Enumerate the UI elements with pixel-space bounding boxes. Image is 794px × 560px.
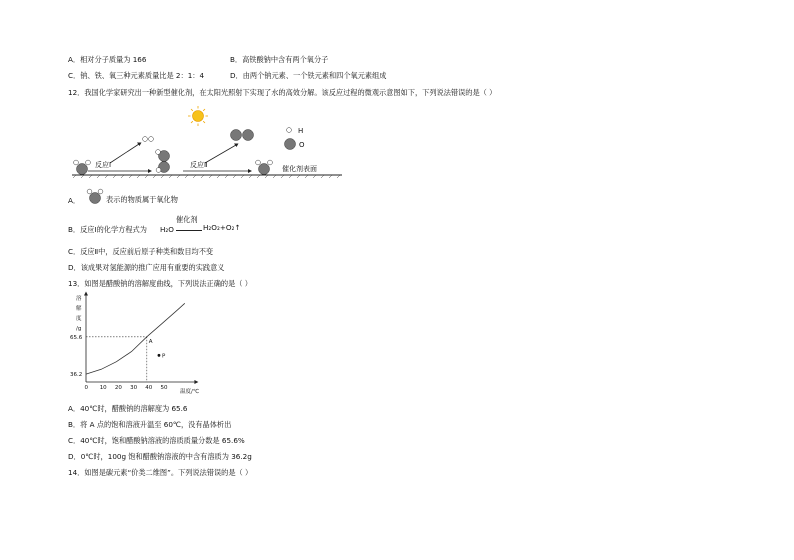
q11-option-b: B．高铁酸钠中含有两个氧分子 bbox=[230, 55, 329, 64]
reaction1-label: 反应Ⅰ bbox=[95, 161, 112, 169]
y-tick-label: 36.2 bbox=[70, 372, 83, 379]
q12-option-a-text: 表示的物质属于氧化物 bbox=[106, 195, 178, 204]
legend-o-label: O bbox=[299, 141, 305, 149]
q11-option-d: D．由两个钠元素、一个铁元素和四个氧元素组成 bbox=[230, 71, 387, 80]
x-axis-arrow bbox=[194, 380, 198, 384]
q12-option-b-prefix: B．反应Ⅰ的化学方程式为 bbox=[68, 225, 147, 234]
x-tick-label: 20 bbox=[114, 385, 122, 391]
legend-h-label: H bbox=[298, 127, 304, 135]
x-tick-label: 30 bbox=[130, 385, 138, 391]
q14-stem: 14．如图是碳元素“价类二维图”。下列说法错误的是（ ） bbox=[68, 468, 253, 477]
y-axis-arrow bbox=[84, 291, 88, 295]
q11-option-a: A．相对分子质量为 166 bbox=[68, 55, 147, 64]
x-tick-label: 40 bbox=[145, 385, 153, 391]
point-a-label: A bbox=[148, 338, 153, 345]
x-tick-label: 0 bbox=[84, 385, 88, 391]
solubility-curve bbox=[86, 303, 185, 374]
q12-option-a-prefix: A． bbox=[68, 196, 81, 205]
catalyst-surface-label: 催化剂表面 bbox=[282, 165, 317, 173]
x-tick-label: 10 bbox=[99, 385, 107, 391]
q13-option-a: A．40℃时，醋酸钠的溶解度为 65.6 bbox=[68, 404, 188, 413]
q12-stem: 12．我国化学家研究出一种新型催化剂，在太阳光照射下实现了水的高效分解。该反应过程的微观示意图如下，下列说法错误的是（ ） bbox=[68, 88, 497, 97]
q13-option-d: D．0℃时，100g 饱和醋酸钠溶液的中含有溶质为 36.2g bbox=[68, 452, 252, 461]
point-p-marker bbox=[158, 354, 161, 357]
q13-option-b: B．将 A 点的饱和溶液升温至 60℃，没有晶体析出 bbox=[68, 420, 232, 429]
q12-option-b-products: H₂O₂+O₂↑ bbox=[203, 223, 241, 232]
y-axis-label-char: 解 bbox=[76, 306, 82, 312]
y-axis-label-char: 度 bbox=[76, 316, 82, 322]
q12-option-b-condition: 催化剂 bbox=[176, 215, 198, 224]
y-tick-label: 65.6 bbox=[70, 334, 83, 341]
point-p-label: P bbox=[161, 353, 166, 360]
q13-option-c: C．40℃时，饱和醋酸钠溶液的溶质质量分数是 65.6% bbox=[68, 436, 245, 445]
y-axis-label-char: /g bbox=[76, 326, 82, 332]
q11-option-c: C．钠、铁、氧三种元素质量比是 2：1：4 bbox=[68, 71, 205, 80]
q12-option-c: C．反应Ⅱ中，反应前后原子种类和数目均不变 bbox=[68, 247, 214, 256]
reaction2-label: 反应Ⅱ bbox=[190, 161, 208, 169]
q13-stem: 13．如图是醋酸钠的溶解度曲线，下列说法正确的是（ ） bbox=[68, 279, 252, 288]
x-axis-label: 温度/℃ bbox=[180, 389, 200, 395]
q12-option-d: D．该成果对氢能源的推广应用有重要的实践意义 bbox=[68, 263, 225, 272]
q12-option-b-reactant: H₂O bbox=[160, 225, 174, 234]
y-axis-label-char: 溶 bbox=[76, 296, 82, 302]
x-tick-label: 50 bbox=[160, 385, 168, 391]
